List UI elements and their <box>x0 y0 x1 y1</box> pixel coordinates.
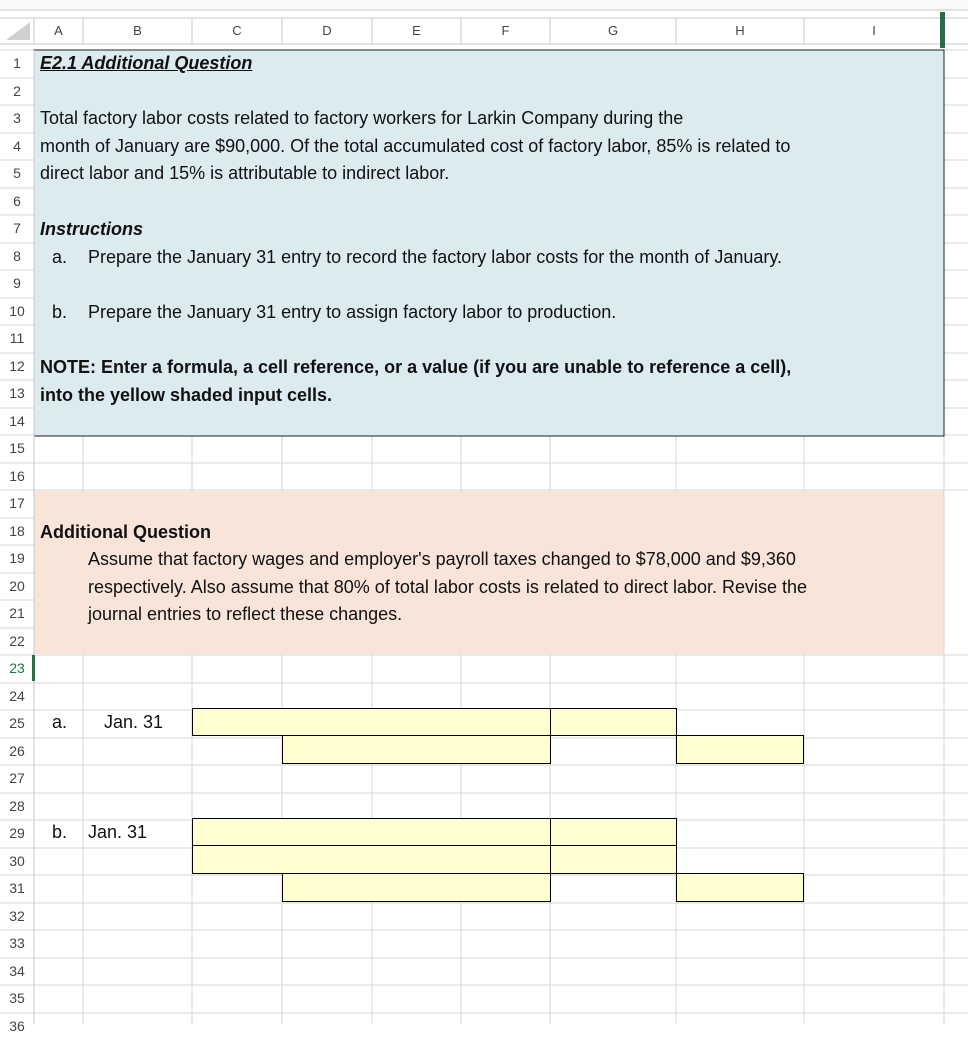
instructions-heading: Instructions <box>40 219 144 239</box>
column-header-c[interactable]: C <box>232 23 242 38</box>
row-header-9[interactable]: 9 <box>13 275 21 291</box>
row-header-29[interactable]: 29 <box>9 825 25 841</box>
row-header-3[interactable]: 3 <box>13 110 21 126</box>
row-header-12[interactable]: 12 <box>9 358 25 374</box>
row-header-27[interactable]: 27 <box>9 770 25 786</box>
input-a-credit-account[interactable] <box>282 735 551 764</box>
row-header-8[interactable]: 8 <box>13 248 21 264</box>
instruction-a-letter: a. <box>52 247 68 267</box>
input-a-credit-amount[interactable] <box>676 735 804 764</box>
row-header-22[interactable]: 22 <box>9 633 25 649</box>
row-header-35[interactable]: 35 <box>9 990 25 1006</box>
additional-block-fill <box>34 491 944 654</box>
column-header-a[interactable]: A <box>54 23 63 38</box>
intro-line-3: direct labor and 15% is attributable to indirect labor. <box>40 163 450 183</box>
input-b-debit-amount-1[interactable] <box>550 818 677 846</box>
entry-a-date: Jan. 31 <box>104 712 164 732</box>
input-b-debit-account-1[interactable] <box>192 818 551 846</box>
input-b-debit-amount-2[interactable] <box>550 845 677 874</box>
row-header-4[interactable]: 4 <box>13 138 21 154</box>
instruction-a-text: Prepare the January 31 entry to record the factory labor costs for the month of January. <box>88 247 783 267</box>
row-header-24[interactable]: 24 <box>9 688 25 704</box>
column-header-d[interactable]: D <box>322 23 332 38</box>
input-a-debit-amount[interactable] <box>550 708 677 736</box>
row-header-31[interactable]: 31 <box>9 880 25 896</box>
row-header-30[interactable]: 30 <box>9 853 25 869</box>
row-header-10[interactable]: 10 <box>9 303 25 319</box>
row-header-36[interactable]: 36 <box>9 1018 25 1034</box>
row-header-16[interactable]: 16 <box>9 468 25 484</box>
column-header-i[interactable]: I <box>872 23 876 38</box>
row-header-15[interactable]: 15 <box>9 440 25 456</box>
additional-line-1: Assume that factory wages and employer's payroll taxes changed to $78,000 and $9,360 <box>88 549 796 569</box>
additional-line-3: journal entries to reflect these changes. <box>88 604 403 624</box>
row-header-13[interactable]: 13 <box>9 385 25 401</box>
row-header-17[interactable]: 17 <box>9 495 25 511</box>
row-header-7[interactable]: 7 <box>13 220 21 236</box>
row-header-23[interactable]: 23 <box>9 660 25 676</box>
input-b-credit-account[interactable] <box>282 873 551 902</box>
row-header-1[interactable]: 1 <box>13 55 21 71</box>
row-header-32[interactable]: 32 <box>9 908 25 924</box>
row-header-6[interactable]: 6 <box>13 193 21 209</box>
column-header-b[interactable]: B <box>133 23 142 38</box>
row-header-5[interactable]: 5 <box>13 165 21 181</box>
column-header-g[interactable]: G <box>607 23 619 38</box>
row-header-20[interactable]: 20 <box>9 578 25 594</box>
additional-line-2: respectively. Also assume that 80% of total labor costs is related to direct labor. Revise the <box>88 577 808 597</box>
row-header-26[interactable]: 26 <box>9 743 25 759</box>
column-header-h[interactable]: H <box>735 23 745 38</box>
row-header-34[interactable]: 34 <box>9 963 25 979</box>
instruction-b-letter: b. <box>52 302 68 322</box>
column-header-e[interactable]: E <box>412 23 421 38</box>
row-header-33[interactable]: 33 <box>9 935 25 951</box>
row-header-25[interactable]: 25 <box>9 715 25 731</box>
sheet-title: E2.1 Additional Question <box>40 53 253 73</box>
row-header-21[interactable]: 21 <box>9 605 25 621</box>
additional-heading: Additional Question <box>40 522 211 542</box>
entry-b-letter: b. <box>52 822 68 842</box>
row-header-2[interactable]: 2 <box>13 83 21 99</box>
input-a-debit-account[interactable] <box>192 708 551 736</box>
note-line-2: into the yellow shaded input cells. <box>40 385 333 405</box>
column-header-f[interactable]: F <box>501 23 510 38</box>
input-b-credit-amount[interactable] <box>676 873 804 902</box>
input-b-debit-account-2[interactable] <box>192 845 551 874</box>
entry-b-date: Jan. 31 <box>88 822 148 842</box>
row-header-18[interactable]: 18 <box>9 523 25 539</box>
entry-a-letter: a. <box>52 712 68 732</box>
top-strip <box>0 0 968 10</box>
intro-line-2: month of January are $90,000. Of the total accumulated cost of factory labor, 85% is related to <box>40 136 791 156</box>
row-header-28[interactable]: 28 <box>9 798 25 814</box>
row-header-19[interactable]: 19 <box>9 550 25 566</box>
instruction-b-text: Prepare the January 31 entry to assign factory labor to production. <box>88 302 617 322</box>
row-header-14[interactable]: 14 <box>9 413 25 429</box>
note-line-1: NOTE: Enter a formula, a cell reference, or a value (if you are unable to reference a cell), <box>40 357 792 377</box>
intro-line-1: Total factory labor costs related to factory workers for Larkin Company during the <box>40 108 684 128</box>
row-header-11[interactable]: 11 <box>9 330 25 346</box>
